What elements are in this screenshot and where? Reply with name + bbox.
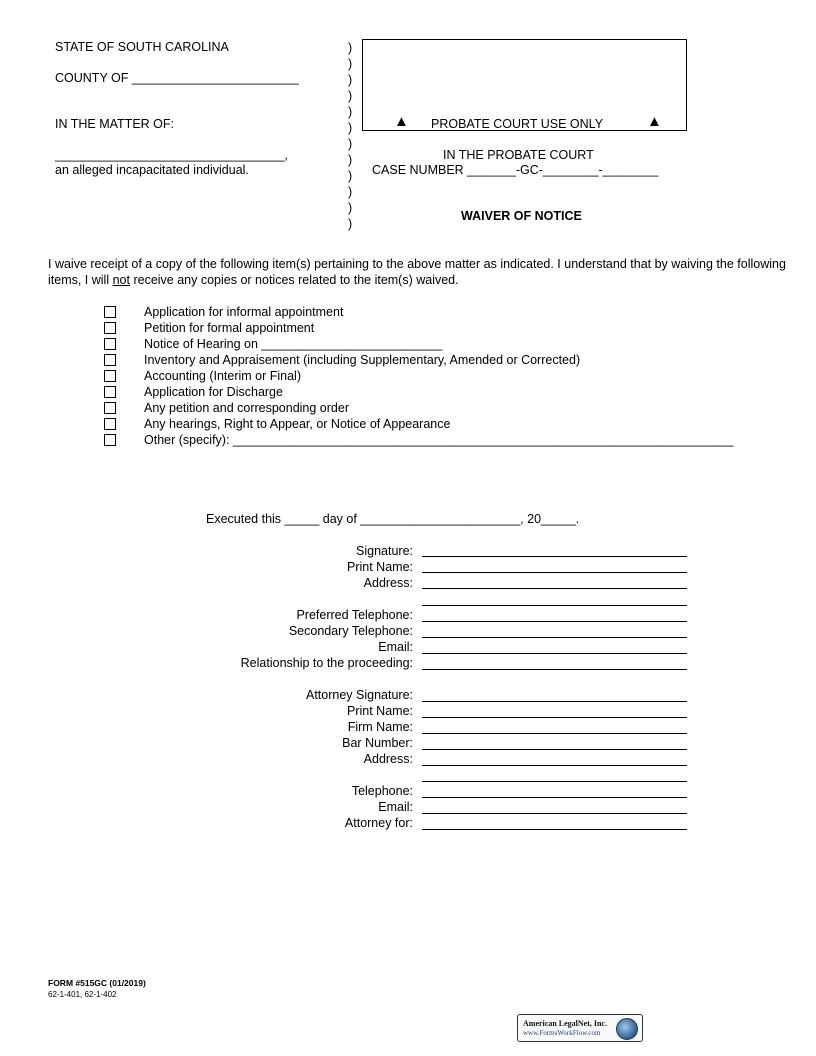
logo-emblem-icon [616, 1018, 638, 1040]
statute-reference: 62-1-401, 62-1-402 [48, 990, 117, 999]
checkbox[interactable] [104, 370, 116, 382]
secondary-telephone-label: Secondary Telephone: [288, 624, 413, 638]
signature-label: Signature: [356, 544, 413, 558]
executed-date-field[interactable]: Executed this _____ day of _______________________, 20_____. [206, 512, 580, 526]
address-line-2[interactable] [422, 605, 687, 606]
triangle-right-icon: ▲ [647, 113, 662, 130]
attorney-address-line-2[interactable] [422, 781, 687, 782]
attorney-print-name-line[interactable] [422, 717, 687, 718]
checkbox[interactable] [104, 322, 116, 334]
checkbox[interactable] [104, 402, 116, 414]
address-line[interactable] [422, 588, 687, 589]
attorney-address-label: Address: [363, 752, 413, 766]
relationship-line[interactable] [422, 669, 687, 670]
attorney-print-name-label: Print Name: [347, 704, 413, 718]
checkbox[interactable] [104, 386, 116, 398]
form-number: FORM #515GC (01/2019) [48, 978, 146, 988]
email-label: Email: [378, 640, 413, 654]
signature-line[interactable] [422, 556, 687, 557]
attorney-signature-label: Attorney Signature: [305, 688, 413, 702]
checkbox[interactable] [104, 338, 116, 350]
party-description: an alleged incapacitated individual. [55, 163, 249, 177]
checkbox[interactable] [104, 354, 116, 366]
preferred-telephone-label: Preferred Telephone: [296, 608, 413, 622]
checkbox[interactable] [104, 434, 116, 446]
bar-number-label: Bar Number: [342, 736, 413, 750]
logo-name: American LegalNet, Inc. [523, 1019, 607, 1028]
secondary-telephone-line[interactable] [422, 637, 687, 638]
matter-label: IN THE MATTER OF: [55, 117, 174, 131]
firm-name-label: Firm Name: [347, 720, 413, 734]
county-field[interactable]: COUNTY OF ________________________ [55, 71, 299, 85]
page-title: WAIVER OF NOTICE [461, 209, 582, 223]
attorney-for-label: Attorney for: [344, 816, 413, 830]
checkbox[interactable] [104, 306, 116, 318]
court-use-label: PROBATE COURT USE ONLY [431, 117, 604, 131]
bar-number-line[interactable] [422, 749, 687, 750]
telephone-line[interactable] [422, 797, 687, 798]
logo-url[interactable]: www.FormsWorkFlow.com [523, 1029, 601, 1037]
intro-paragraph: I waive receipt of a copy of the following item(s) pertaining to the above matter as indicated. I understand that by waiving the following items, I will not receive any copies or notices related to the item(s) waived. [48, 257, 786, 287]
preferred-telephone-line[interactable] [422, 621, 687, 622]
case-number-field[interactable]: CASE NUMBER _______-GC-________-________ [372, 163, 659, 177]
email-line[interactable] [422, 653, 687, 654]
address-label: Address: [363, 576, 413, 590]
attorney-for-line[interactable] [422, 829, 687, 830]
attorney-signature-line[interactable] [422, 701, 687, 702]
party-name-field[interactable]: _________________________________, [55, 148, 288, 162]
relationship-label: Relationship to the proceeding: [240, 656, 413, 670]
firm-name-line[interactable] [422, 733, 687, 734]
caption-divider: ) ) ) ) ) ) ) ) ) ) ) ) [348, 41, 353, 231]
print-name-label: Print Name: [347, 560, 413, 574]
emphasis-not: not [112, 273, 130, 287]
state-label: STATE OF SOUTH CAROLINA [55, 40, 229, 54]
telephone-label: Telephone: [351, 784, 413, 798]
attorney-email-line[interactable] [422, 813, 687, 814]
attorney-address-line[interactable] [422, 765, 687, 766]
checkbox[interactable] [104, 418, 116, 430]
court-name: IN THE PROBATE COURT [443, 148, 594, 162]
american-legalnet-logo[interactable] [517, 1014, 643, 1042]
print-name-line[interactable] [422, 572, 687, 573]
triangle-left-icon: ▲ [394, 113, 409, 130]
attorney-email-label: Email: [378, 800, 413, 814]
